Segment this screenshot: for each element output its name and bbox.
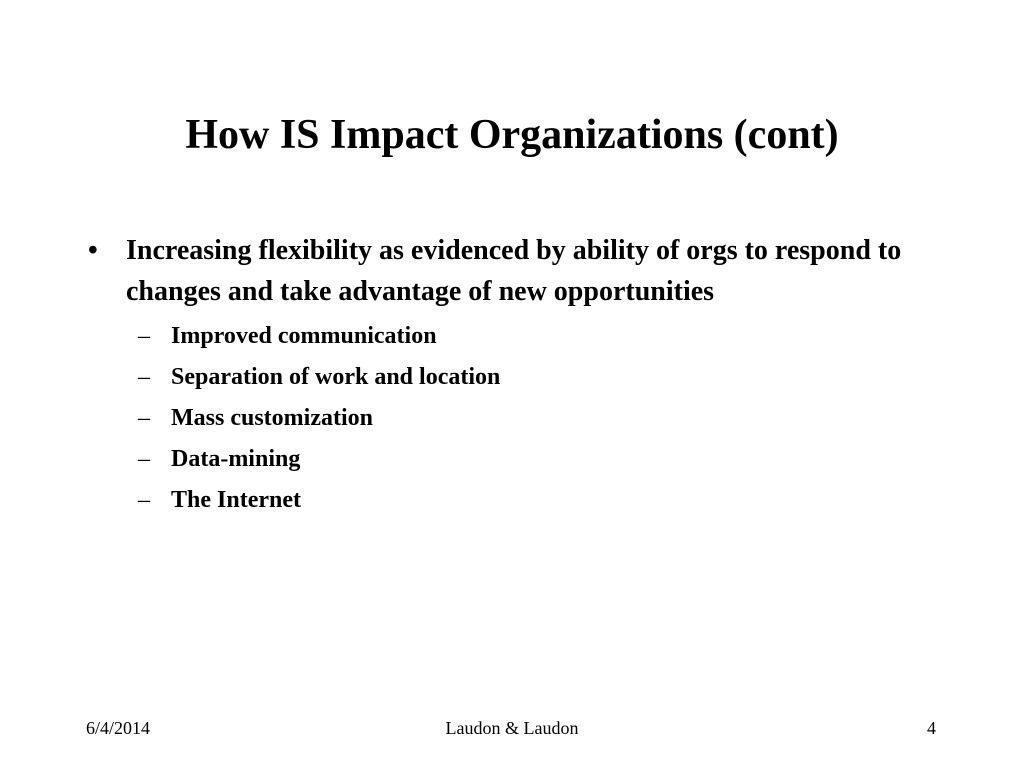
sub-bullet-text: Mass customization bbox=[171, 405, 373, 431]
sub-bullet-marker: – bbox=[138, 487, 150, 513]
sub-bullet-list bbox=[86, 316, 936, 521]
sub-bullet-text: Separation of work and location bbox=[171, 364, 501, 390]
sub-bullet-item bbox=[86, 439, 936, 480]
slide-body bbox=[86, 230, 936, 521]
footer-date: 6/4/2014 bbox=[86, 718, 151, 738]
sub-bullet-item bbox=[86, 398, 936, 439]
slide-title: How IS Impact Organizations (cont) bbox=[185, 112, 839, 158]
sub-bullet-marker: – bbox=[138, 364, 150, 390]
bullet-item bbox=[86, 230, 936, 312]
sub-bullet-text: Data-mining bbox=[171, 446, 301, 472]
sub-bullet-marker: – bbox=[138, 446, 150, 472]
bullet-marker: • bbox=[88, 235, 98, 266]
sub-bullet-marker: – bbox=[138, 323, 150, 349]
sub-bullet-item bbox=[86, 357, 936, 398]
footer-author: Laudon & Laudon bbox=[445, 718, 579, 738]
bullet-text: Increasing flexibility as evidenced by ability of orgs to respond to changes and take advantage of new opportunities bbox=[126, 235, 902, 307]
sub-bullet-item bbox=[86, 316, 936, 357]
sub-bullet-item bbox=[86, 480, 936, 521]
footer-page-number: 4 bbox=[927, 718, 936, 738]
sub-bullet-marker: – bbox=[138, 405, 150, 431]
sub-bullet-text: Improved communication bbox=[171, 323, 437, 349]
sub-bullet-text: The Internet bbox=[171, 487, 301, 513]
